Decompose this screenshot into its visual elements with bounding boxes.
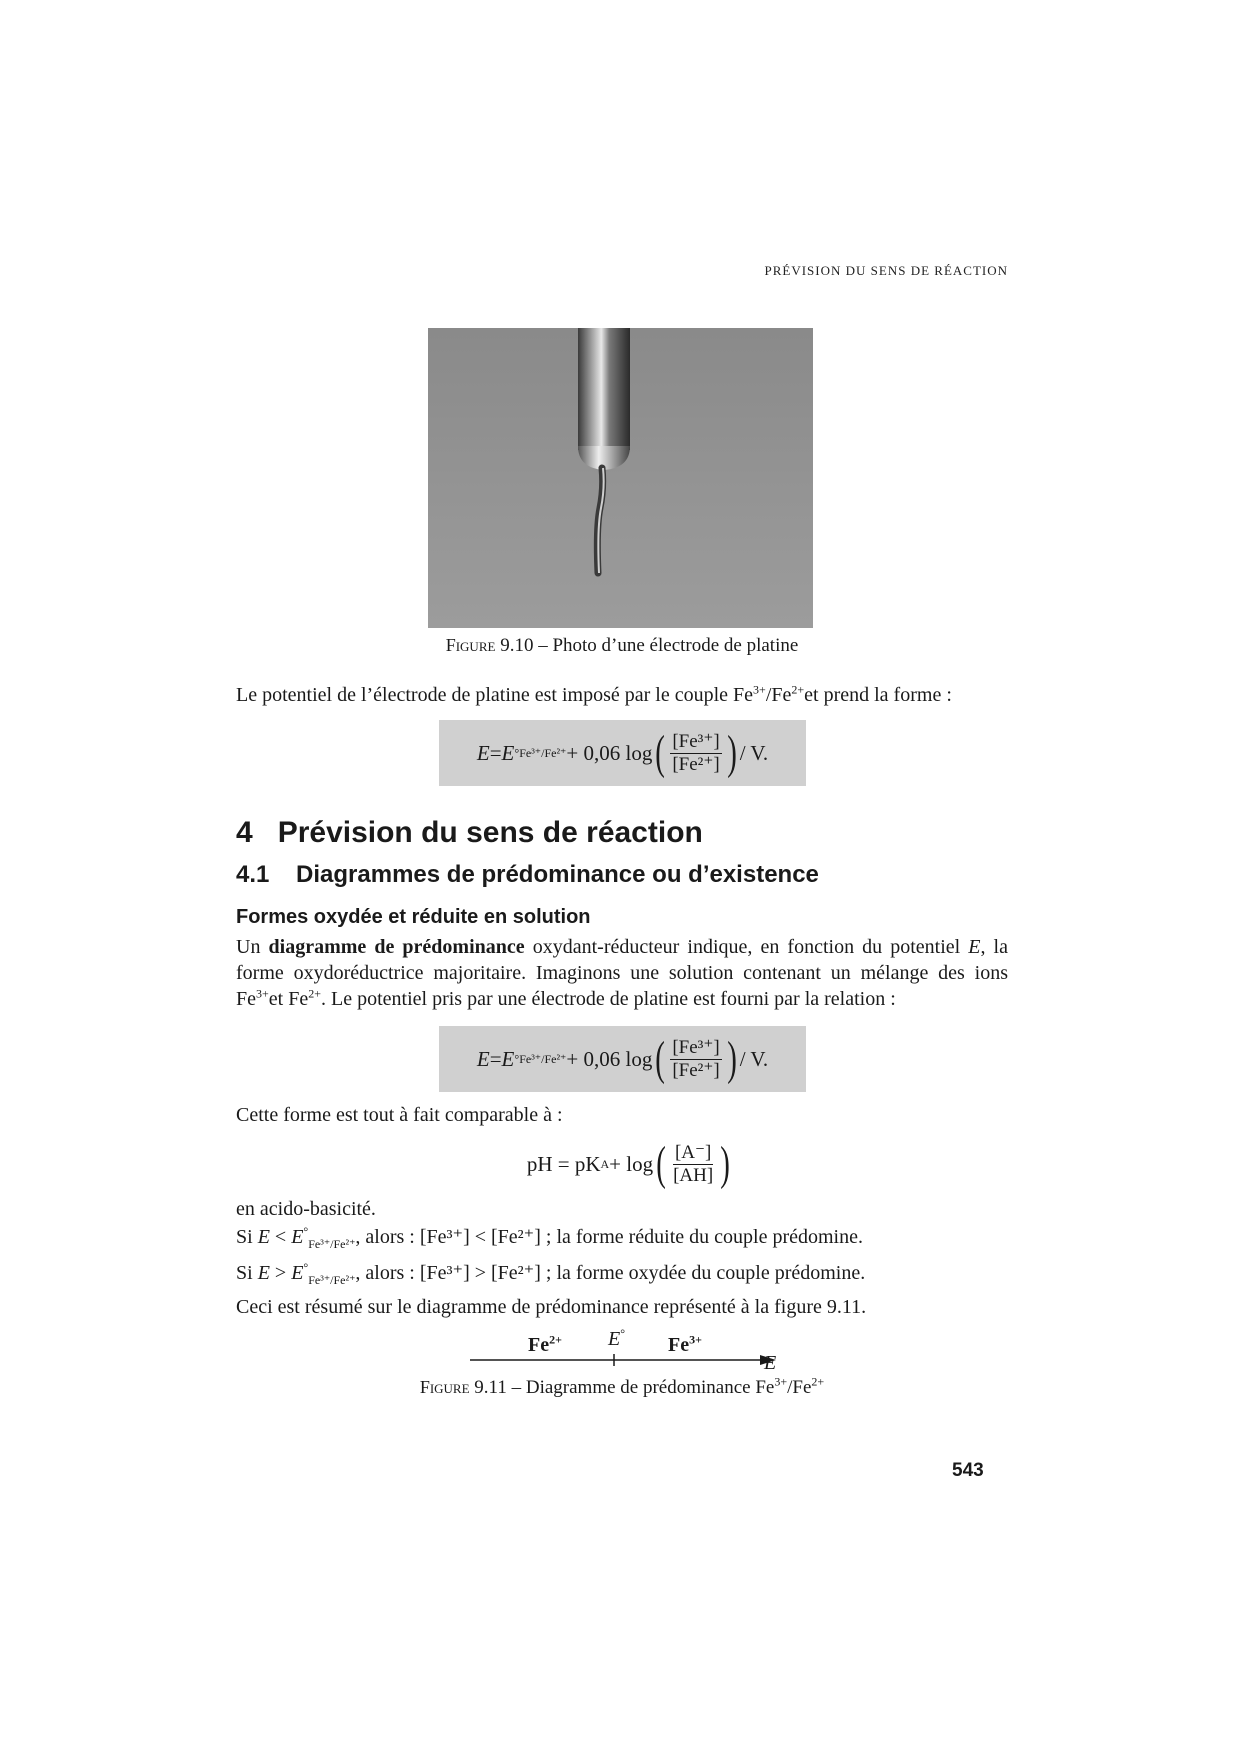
species-symbol: Fe [528,1334,550,1356]
eq-lhs: E [476,1047,490,1071]
charge: 2+ [811,1374,825,1389]
diagram-axis [470,1328,790,1370]
p1-text: . Le potentiel pris par une électrode de platine est fourni par la relation : [321,988,896,1010]
species-symbol: Fe [668,1334,690,1356]
subsection-title: Diagrammes de prédominance ou d’existence [296,861,819,888]
standard-potential-marker [608,1326,625,1352]
caption-text: – Diagramme de prédominance Fe [506,1377,775,1398]
subsection-number: 4.1 [236,861,270,888]
left-paren: ( [655,1032,666,1085]
predominance-diagram [470,1326,790,1374]
eq-numerator: [Fe³⁺] [672,1036,720,1058]
case-prefix: Si [236,1226,258,1248]
caption-number: 9.11 [469,1377,507,1398]
case-text: , alors : [Fe³⁺] > [Fe²⁺] ; la forme oxydée du couple prédomine. [355,1262,866,1284]
section-number: 4 [236,816,253,849]
p1-start: Un [236,936,269,958]
summary-sentence: Ceci est résumé sur le diagramme de prédominance représenté à la figure 9.11. [236,1296,867,1318]
case-oxidized [236,1260,1008,1286]
caption-number: 9.10 [495,635,534,656]
eq-denominator: [Fe²⁺] [672,753,720,775]
nernst-equation-box: E = E ° Fe³⁺/Fe²⁺ + 0,06 log ( $\frac{\text{[Fe³⁺]}}{\text{[Fe²⁺]}}$ ) / V. [439,720,806,786]
species-fe3 [668,1332,702,1358]
eq-E0: E [501,1047,515,1071]
eq-fraction [670,731,721,776]
eq-unit: / V. [739,1047,769,1071]
left-paren: ( [656,1137,666,1190]
eq-E0: E [501,741,515,765]
charge: 3+ [689,1332,702,1347]
p1-bold-term: diagramme de prédominance [268,936,525,958]
right-paren: ) [726,726,737,779]
case-E0: E [291,1262,304,1284]
case-degree: ° [303,1260,309,1275]
case-degree: ° [303,1224,309,1239]
henderson-equation: pH = pK A + log ( $\frac{[A^-]}{[AH]}$ ) [526,1137,730,1190]
ph-lhs: pH = pK [526,1152,601,1176]
axis-label: E [764,1352,777,1374]
case-reduced [236,1224,1008,1250]
subsubsection-heading: Formes oxydée et réduite en solution [236,906,591,928]
case-op: < [269,1226,292,1248]
p1-text: et Fe [268,988,309,1010]
eq-log-term: + 0,06 log [566,741,653,765]
subsection-heading [236,862,819,888]
eq-fraction [670,1037,721,1082]
eq-numerator: [Fe³⁺] [672,730,720,752]
eq-lhs: E [476,741,490,765]
intro-slash: /Fe [765,684,792,706]
intro-text: Le potentiel de l’électrode de platine est imposé par le couple Fe [236,684,754,706]
eq-log-term: + 0,06 log [566,1047,653,1071]
case-prefix: Si [236,1262,258,1284]
case-E: E [257,1262,270,1284]
ph-numerator: [A⁻] [674,1141,712,1163]
nernst-equation-box: E = E ° Fe³⁺/Fe²⁺ + 0,06 log ( $\frac{\text{[Fe³⁺]}}{\text{[Fe²⁺]}}$ ) / V. [439,1026,806,1092]
case-text: , alors : [Fe³⁺] < [Fe²⁺] ; la forme réduite du couple prédomine. [355,1226,863,1248]
eq-denominator: [Fe²⁺] [672,1059,720,1081]
case-op: > [269,1262,292,1284]
right-paren: ) [726,1032,737,1085]
ph-log: + log [609,1152,654,1176]
marker-degree: ° [620,1326,626,1341]
charge: 2+ [549,1332,562,1347]
eq-equals: = [489,1047,502,1071]
caption-slash: /Fe [787,1377,812,1398]
species-fe2 [528,1332,562,1358]
acid-base-note: en acido-basicité. [236,1198,376,1220]
page-number: 543 [952,1460,984,1481]
case-couple: Fe³⁺/Fe²⁺ [308,1237,356,1251]
figure-caption-9-11 [236,1374,1008,1401]
intro-paragraph [236,682,1008,708]
running-head: PRÉVISION DU SENS DE RÉACTION [764,263,1008,278]
case-E: E [257,1226,270,1248]
ph-denominator: [AH] [673,1164,714,1186]
caption-text: – Photo d’une électrode de platine [533,635,799,656]
ph-fraction [671,1142,715,1187]
case-couple: Fe³⁺/Fe²⁺ [308,1273,356,1287]
electrode-photo [428,328,813,628]
caption-label: Figure [445,635,496,655]
right-paren: ) [720,1137,730,1190]
intro-text-after: et prend la forme : [804,684,952,706]
charge: 3+ [774,1374,788,1389]
p1-E: E [968,936,981,958]
p1-text: , la forme oxydoréductrice majoritaire. Imaginons une solution contenant un mélange des ions Fe [236,936,1008,1010]
section-title: Prévision du sens de réaction [277,816,703,849]
left-paren: ( [655,726,666,779]
p1-text: oxydant-réducteur indique, en fonction du potentiel [524,936,969,958]
charge: 2+ [791,682,805,697]
comparison-text: Cette forme est tout à fait comparable à : [236,1104,563,1126]
marker-E: E [608,1328,621,1350]
charge: 2+ [308,986,321,1001]
eq-equals: = [489,741,502,765]
paragraph-prediction [236,934,1008,1012]
eq-unit: / V. [739,741,769,765]
case-E0: E [291,1226,304,1248]
charge: 3+ [753,682,766,697]
section-heading [236,816,703,849]
charge: 3+ [256,986,269,1001]
figure-caption-9-10 [236,632,1008,659]
caption-label: Figure [419,1377,470,1397]
